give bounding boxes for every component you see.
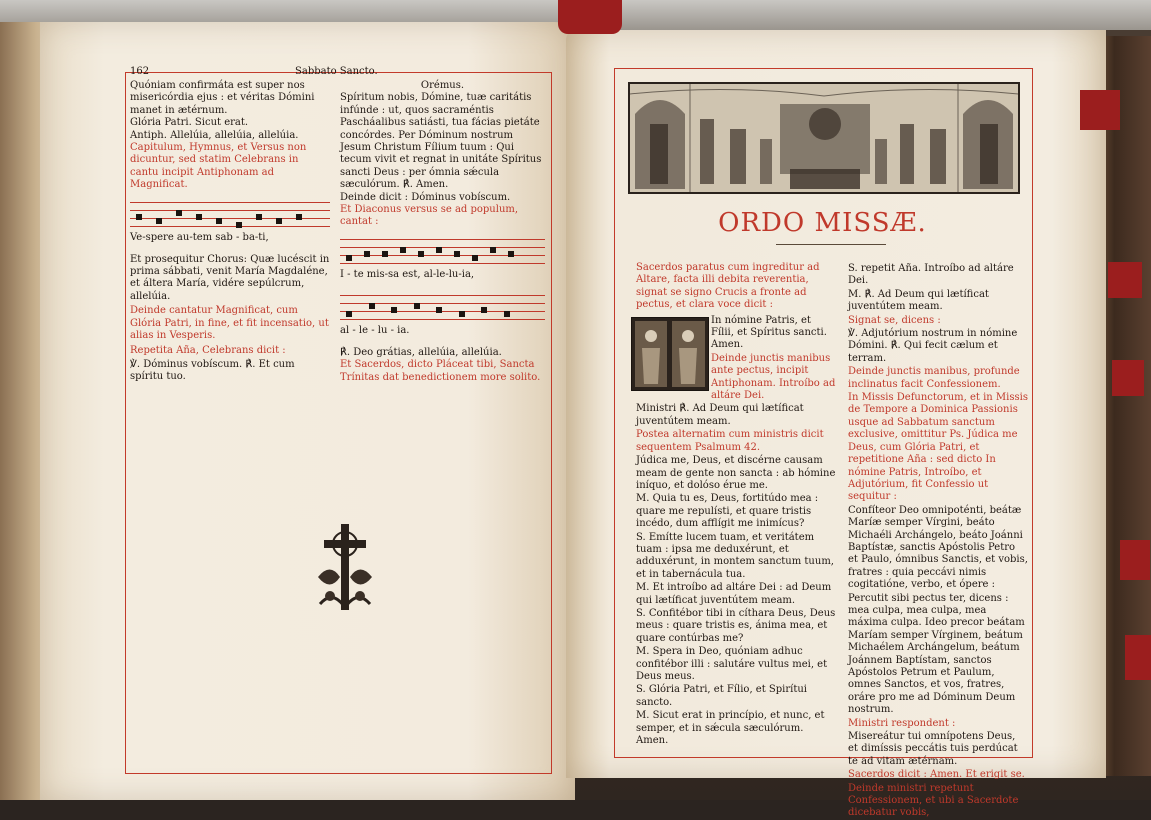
text-paragraph: M. ℟. Ad Deum qui lætíficat juventútem meam. bbox=[848, 288, 989, 313]
text-paragraph: M. Quia tu es, Deus, fortitúdo mea : quare me repulísti, et quare tristis incédo, dum afflígit me inimícus? bbox=[636, 493, 819, 530]
text-paragraph: Percutit sibi pectus ter, dicens : mea culpa, mea culpa, mea máxima culpa. Ideo precor beátam Maríam semper Vírginem, beátum Michaélem Archángelum, beátum Joánnem Baptístam, sanctos Apóstolos Petrum et Paulum, omnes Sanctos, et vos, fratres, oráre pro me ad Dóminum Deum nostrum. bbox=[848, 592, 1025, 716]
left-page bbox=[40, 22, 575, 800]
text-paragraph: S. repetit Aña. Introíbo ad altáre Dei. bbox=[848, 263, 1014, 287]
page-tab bbox=[1080, 90, 1120, 130]
chant-note bbox=[436, 307, 442, 313]
chant-note bbox=[504, 311, 510, 317]
left-column-1 bbox=[130, 80, 330, 384]
chant-note bbox=[136, 214, 142, 220]
text-paragraph: M. Sicut erat in princípio, et nunc, et semper, et in sǽcula sæculórum. Amen. bbox=[636, 710, 825, 747]
chant-note bbox=[256, 214, 262, 220]
chant-staff bbox=[340, 291, 545, 341]
chant-note bbox=[176, 210, 182, 216]
text-paragraph: Sacerdos paratus cum ingreditur ad Altare, facta illi debita reverentia, signat se signo Crucis a fronte ad pectus, et clara voce dicit : bbox=[636, 262, 820, 311]
text-paragraph: Confíteor Deo omnipoténti, beátæ Maríæ semper Vírgini, beáto Michaéli Archángelo, beáto Joánni Baptístæ, sanctis Apóstolis Petro et Paulo, ómnibus Sanctis, et vobis, fratres : quia peccávi nimis cogitatióne, verbo, et ópere : bbox=[848, 504, 1028, 591]
chant-note bbox=[472, 255, 478, 261]
chant-note bbox=[156, 218, 162, 224]
chant-lyrics: I - te mis-sa est, al-le-lu-ia, bbox=[340, 268, 475, 280]
page-heading: ORDO MISSÆ. bbox=[718, 208, 927, 238]
text-paragraph: Ministri ℟. Ad Deum qui lætíficat juventútem meam. bbox=[636, 403, 804, 427]
chant-note bbox=[236, 222, 242, 228]
text-paragraph: Deinde cantatur Magnificat, cum Glória Patri, in fine, et fit incensatio, ut alias in Vesperis. bbox=[130, 305, 329, 342]
chant-note bbox=[391, 307, 397, 313]
chant-note bbox=[346, 311, 352, 317]
text-paragraph: Deinde dicit : Dóminus vobíscum. bbox=[340, 191, 511, 203]
chant-note bbox=[296, 214, 302, 220]
right-column-2 bbox=[848, 262, 1028, 820]
text-paragraph: Capitulum, Hymnus, et Versus non dicuntur, sed statim Celebrans in cantu incipit Antiphonam ad Magnificat. bbox=[130, 142, 307, 191]
chant-staff bbox=[340, 235, 545, 285]
page-tab bbox=[1120, 540, 1150, 580]
text-paragraph: ℟. Deo grátias, allelúia, allelúia. bbox=[340, 346, 502, 358]
chant-note bbox=[481, 307, 487, 313]
left-column-2 bbox=[340, 80, 545, 384]
chant-note bbox=[216, 218, 222, 224]
text-paragraph: Antiph. Allelúia, allelúia, allelúia. bbox=[130, 129, 299, 141]
text-paragraph: Deinde junctis manibus ante pectus, incipit Antiphonam. Introíbo ad altáre Dei. bbox=[711, 352, 836, 402]
text-paragraph: Postea alternatim cum ministris dicit sequentem Psalmum 42. bbox=[636, 429, 824, 453]
chant-note bbox=[414, 303, 420, 309]
running-title: Sabbato Sancto. bbox=[295, 66, 378, 77]
text-paragraph: In nómine Patris, et Fílii, et Spíritus sancti. Amen. bbox=[711, 314, 827, 351]
text-paragraph: Signat se, dicens : bbox=[848, 314, 941, 326]
bookmark-ribbon bbox=[558, 0, 622, 34]
text-paragraph: ℣. Dóminus vobíscum. ℟. Et cum spíritu tuo. bbox=[130, 358, 295, 383]
chant-lyrics: Ve-spere au-tem sab - ba-ti, bbox=[130, 231, 269, 243]
chant-note bbox=[382, 251, 388, 257]
right-column-1 bbox=[636, 262, 836, 747]
text-paragraph: Spíritum nobis, Dómine, tuæ caritátis infúnde : ut, quos sacraméntis Pascháalibus satiásti, tua fácias pietáte concórdes. Per Dóminum nostrum Jesum Christum Fílium tuum : Qui tecum vivit et regnat in unitáte Spíritus sancti Deus : per ómnia sǽcula sæculórum. ℟. Amen. bbox=[340, 92, 542, 191]
text-paragraph: S. Glória Patri, et Fílio, et Spirítui sancto. bbox=[636, 684, 808, 708]
text-paragraph: Et prosequitur Chorus: Quæ lucéscit in prima sábbati, venit María Magdaléne, et áltera María, vidére sepúlcrum, allelúia. bbox=[130, 253, 330, 302]
text-paragraph: M. Spera in Deo, quóniam adhuc confitébor illi : salutáre vultus mei, et Deus meus. bbox=[636, 646, 828, 682]
text-paragraph: Sacerdos dicit : Amen. Et erigit se. bbox=[848, 769, 1025, 781]
chant-note bbox=[418, 251, 424, 257]
heading-rule bbox=[776, 244, 886, 245]
chant-note bbox=[196, 214, 202, 220]
text-paragraph: S. Emítte lucem tuam, et veritátem tuam : ipsa me deduxérunt, et adduxérunt, in montem sanctum tuum, et in tabernácula tua. bbox=[636, 531, 834, 580]
chant-note bbox=[400, 247, 406, 253]
chant-note bbox=[459, 311, 465, 317]
right-page bbox=[566, 30, 1106, 819]
chant-staff bbox=[130, 198, 330, 248]
text-paragraph: Deinde ministri repetunt Confessionem, et ubi a Sacerdote dicebatur vobis, bbox=[848, 782, 1019, 819]
engraving-illustration bbox=[628, 82, 1020, 194]
page-tab bbox=[1125, 635, 1151, 680]
chant-note bbox=[454, 251, 460, 257]
chant-lyrics: al - le - lu - ia. bbox=[340, 324, 410, 336]
chant-note bbox=[369, 303, 375, 309]
chant-note bbox=[346, 255, 352, 261]
text-paragraph: ℣. Adjutórium nostrum in nómine Dómini. ℟. Qui fecit cælum et terram. bbox=[848, 328, 1018, 364]
text-paragraph: Quóniam confirmáta est super nos misericórdia ejus : et véritas Dómini manet in ætérnum. bbox=[130, 80, 315, 116]
chant-note bbox=[508, 251, 514, 257]
text-paragraph: Et Sacerdos, dicto Pláceat tibi, Sancta Trínitas dat benedictionem more solito. bbox=[340, 359, 541, 383]
chant-note bbox=[436, 247, 442, 253]
text-paragraph: Júdica me, Deus, et discérne causam meam de gente non sancta : ab hómine iníquo, et dolóso érue me. bbox=[636, 455, 836, 491]
text-paragraph: S. Confitébor tibi in cíthara Deus, Deus meus : quare tristis es, ánima mea, et quare contúrbas me? bbox=[636, 607, 836, 644]
text-paragraph: Glória Patri. Sicut erat. bbox=[130, 117, 249, 129]
chant-note bbox=[276, 218, 282, 224]
cross-ornament bbox=[310, 522, 380, 617]
page-tab bbox=[1112, 360, 1144, 396]
text-paragraph: Misereátur tui omnípotens Deus, et dimíssis peccátis tuis perdúcat te ad vitam ætérnam. bbox=[848, 731, 1018, 767]
chant-note bbox=[490, 247, 496, 253]
text-paragraph: Repetita Aña, Celebrans dicit : bbox=[130, 344, 286, 356]
page-tab bbox=[1108, 262, 1142, 298]
text-paragraph: In Missis Defunctorum, et in Missis de Tempore a Dominica Passionis usque ad Sabbatum sanctum exclusive, omittitur Ps. Júdica me Deus, cum Glória Patri, et repetitione Aña : sed dicto In nómine Patris, Introíbo, et Adjutórium, fit Confessio ut sequitur : bbox=[848, 392, 1028, 503]
section-heading: Orémus. bbox=[420, 80, 465, 91]
text-paragraph: Et Diaconus versus se ad populum, cantat : bbox=[340, 204, 519, 228]
chant-note bbox=[364, 251, 370, 257]
page-number: 162 bbox=[130, 66, 150, 77]
text-paragraph: Ministri respondent : bbox=[848, 717, 956, 729]
text-paragraph: Deinde junctis manibus, profunde inclinatus facit Confessionem. bbox=[848, 366, 1020, 390]
text-paragraph: M. Et introíbo ad altáre Dei : ad Deum qui lætíficat juventútem meam. bbox=[636, 582, 832, 606]
